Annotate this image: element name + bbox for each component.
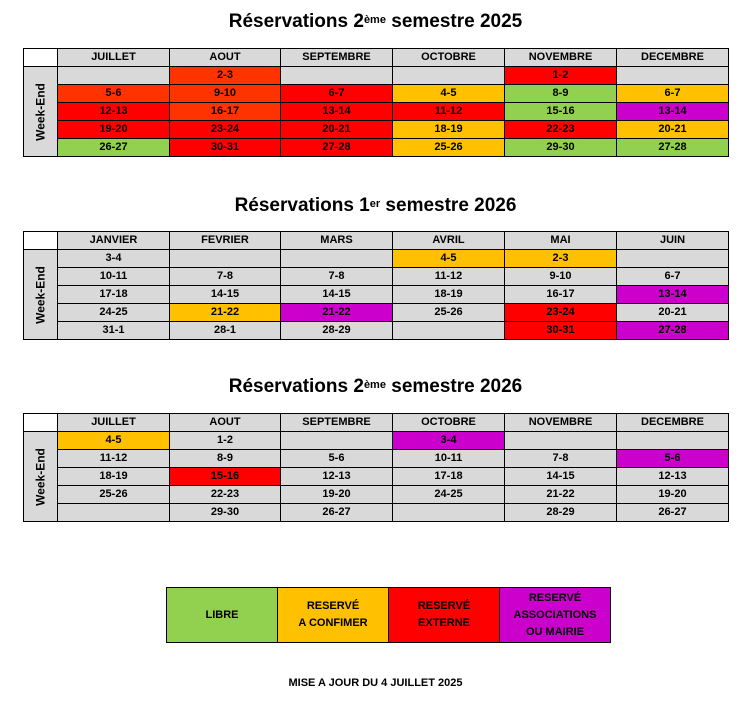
weekend-cell: 18-19 <box>393 121 505 139</box>
weekend-cell: 18-19 <box>58 468 170 486</box>
weekend-row <box>24 250 729 268</box>
weekend-cell: 17-18 <box>58 286 170 304</box>
month-header: SEPTEMBRE <box>281 414 393 432</box>
weekend-row <box>24 468 729 486</box>
weekend-cell: 12-13 <box>58 103 170 121</box>
weekend-cell: 15-16 <box>170 468 281 486</box>
weekend-cell: 9-10 <box>505 268 617 286</box>
weekend-cell: 14-15 <box>170 286 281 304</box>
weekend-cell <box>393 504 505 522</box>
weekend-cell <box>281 67 393 85</box>
weekend-cell: 5-6 <box>281 450 393 468</box>
weekend-cell: 14-15 <box>505 468 617 486</box>
weekend-row <box>24 67 729 85</box>
weekend-cell: 6-7 <box>617 268 729 286</box>
weekend-row <box>24 486 729 504</box>
header-corner <box>24 414 58 432</box>
month-header: DECEMBRE <box>617 414 729 432</box>
weekend-cell: 19-20 <box>281 486 393 504</box>
weekend-cell: 20-21 <box>281 121 393 139</box>
weekend-cell: 7-8 <box>170 268 281 286</box>
weekend-cell: 23-24 <box>505 304 617 322</box>
calendar-title-3: Réservations 2ème semestre 2026 <box>228 376 523 397</box>
weekend-cell: 25-26 <box>393 139 505 157</box>
week-end-side-label <box>24 432 58 522</box>
weekend-row <box>24 304 729 322</box>
weekend-cell: 28-29 <box>281 322 393 340</box>
weekend-cell: 22-23 <box>170 486 281 504</box>
weekend-cell <box>281 250 393 268</box>
weekend-cell: 25-26 <box>393 304 505 322</box>
weekend-row <box>24 268 729 286</box>
weekend-row <box>24 85 729 103</box>
weekend-row <box>24 121 729 139</box>
month-header: MARS <box>281 232 393 250</box>
side-label-text: Week-End <box>33 447 47 506</box>
reservation-table-2025-s2 <box>23 48 729 157</box>
weekend-cell: 4-5 <box>58 432 170 450</box>
month-header: JUILLET <box>58 49 170 67</box>
weekend-cell: 15-16 <box>505 103 617 121</box>
weekend-cell: 31-1 <box>58 322 170 340</box>
side-label-text: Week-End <box>33 82 47 141</box>
weekend-cell <box>281 432 393 450</box>
weekend-cell: 6-7 <box>281 85 393 103</box>
month-header: AOUT <box>170 414 281 432</box>
status-legend <box>166 587 611 643</box>
month-header: OCTOBRE <box>393 49 505 67</box>
month-header: JUIN <box>617 232 729 250</box>
weekend-cell: 26-27 <box>58 139 170 157</box>
weekend-cell: 1-2 <box>170 432 281 450</box>
month-header: AVRIL <box>393 232 505 250</box>
week-end-side-label <box>24 250 58 340</box>
weekend-row <box>24 103 729 121</box>
weekend-cell: 26-27 <box>617 504 729 522</box>
weekend-cell: 8-9 <box>505 85 617 103</box>
weekend-cell: 11-12 <box>393 268 505 286</box>
calendar-title-1: Réservations 2ème semestre 2025 <box>228 11 523 32</box>
weekend-cell: 26-27 <box>281 504 393 522</box>
weekend-cell: 9-10 <box>170 85 281 103</box>
weekend-cell <box>393 67 505 85</box>
reservation-table-2026-s1 <box>23 231 729 340</box>
weekend-cell: 5-6 <box>617 450 729 468</box>
month-header: AOUT <box>170 49 281 67</box>
month-header: FEVRIER <box>170 232 281 250</box>
weekend-cell <box>505 432 617 450</box>
weekend-cell: 4-5 <box>393 85 505 103</box>
weekend-cell: 14-15 <box>281 286 393 304</box>
legend-libre: LIBRE <box>167 588 278 643</box>
month-header: JANVIER <box>58 232 170 250</box>
weekend-cell <box>393 322 505 340</box>
weekend-cell: 8-9 <box>170 450 281 468</box>
weekend-cell: 7-8 <box>505 450 617 468</box>
weekend-cell: 24-25 <box>393 486 505 504</box>
weekend-cell: 6-7 <box>617 85 729 103</box>
weekend-cell: 12-13 <box>281 468 393 486</box>
weekend-cell: 21-22 <box>281 304 393 322</box>
month-header: NOVEMBRE <box>505 49 617 67</box>
weekend-cell <box>617 250 729 268</box>
header-corner <box>24 232 58 250</box>
month-header: MAI <box>505 232 617 250</box>
weekend-row <box>24 286 729 304</box>
header-corner <box>24 49 58 67</box>
weekend-cell: 12-13 <box>617 468 729 486</box>
legend-reserve-a-confirmer: RESERVÉ A CONFIMER <box>278 588 389 643</box>
weekend-cell: 2-3 <box>505 250 617 268</box>
reservation-table-2026-s2 <box>23 413 729 522</box>
weekend-cell: 27-28 <box>617 139 729 157</box>
weekend-cell: 20-21 <box>617 304 729 322</box>
weekend-cell: 13-14 <box>617 103 729 121</box>
weekend-cell: 4-5 <box>393 250 505 268</box>
weekend-cell: 3-4 <box>58 250 170 268</box>
week-end-side-label <box>24 67 58 157</box>
weekend-cell: 16-17 <box>505 286 617 304</box>
weekend-cell: 21-22 <box>170 304 281 322</box>
weekend-cell: 18-19 <box>393 286 505 304</box>
weekend-cell: 30-31 <box>505 322 617 340</box>
weekend-cell: 7-8 <box>281 268 393 286</box>
weekend-cell: 3-4 <box>393 432 505 450</box>
weekend-row <box>24 432 729 450</box>
weekend-cell: 19-20 <box>58 121 170 139</box>
weekend-cell: 16-17 <box>170 103 281 121</box>
weekend-cell: 24-25 <box>58 304 170 322</box>
weekend-cell: 25-26 <box>58 486 170 504</box>
weekend-cell: 11-12 <box>393 103 505 121</box>
weekend-cell: 11-12 <box>58 450 170 468</box>
weekend-cell: 19-20 <box>617 486 729 504</box>
weekend-cell: 22-23 <box>505 121 617 139</box>
update-note: MISE A JOUR DU 4 JUILLET 2025 <box>288 677 463 689</box>
legend-reserve-externe: RESERVÉ EXTERNE <box>389 588 500 643</box>
month-header: OCTOBRE <box>393 414 505 432</box>
weekend-cell: 2-3 <box>170 67 281 85</box>
weekend-row <box>24 139 729 157</box>
weekend-cell <box>170 250 281 268</box>
weekend-cell: 13-14 <box>617 286 729 304</box>
calendar-title-2: Réservations 1er semestre 2026 <box>234 195 517 216</box>
month-header: DECEMBRE <box>617 49 729 67</box>
weekend-cell: 29-30 <box>170 504 281 522</box>
weekend-cell: 20-21 <box>617 121 729 139</box>
weekend-cell: 29-30 <box>505 139 617 157</box>
weekend-cell: 10-11 <box>58 268 170 286</box>
weekend-cell <box>58 67 170 85</box>
weekend-cell: 28-1 <box>170 322 281 340</box>
weekend-cell: 17-18 <box>393 468 505 486</box>
side-label-text: Week-End <box>33 265 47 324</box>
weekend-cell <box>617 432 729 450</box>
weekend-cell: 23-24 <box>170 121 281 139</box>
weekend-cell: 28-29 <box>505 504 617 522</box>
legend-reserve-associations: RESERVÉ ASSOCIATIONS OU MAIRIE <box>500 588 611 643</box>
weekend-cell: 10-11 <box>393 450 505 468</box>
weekend-cell: 27-28 <box>281 139 393 157</box>
weekend-cell: 21-22 <box>505 486 617 504</box>
month-header: JUILLET <box>58 414 170 432</box>
weekend-cell: 13-14 <box>281 103 393 121</box>
weekend-row <box>24 450 729 468</box>
weekend-row <box>24 504 729 522</box>
weekend-cell <box>617 67 729 85</box>
weekend-cell <box>58 504 170 522</box>
weekend-cell: 5-6 <box>58 85 170 103</box>
month-header: SEPTEMBRE <box>281 49 393 67</box>
weekend-row <box>24 322 729 340</box>
weekend-cell: 1-2 <box>505 67 617 85</box>
month-header: NOVEMBRE <box>505 414 617 432</box>
weekend-cell: 30-31 <box>170 139 281 157</box>
weekend-cell: 27-28 <box>617 322 729 340</box>
